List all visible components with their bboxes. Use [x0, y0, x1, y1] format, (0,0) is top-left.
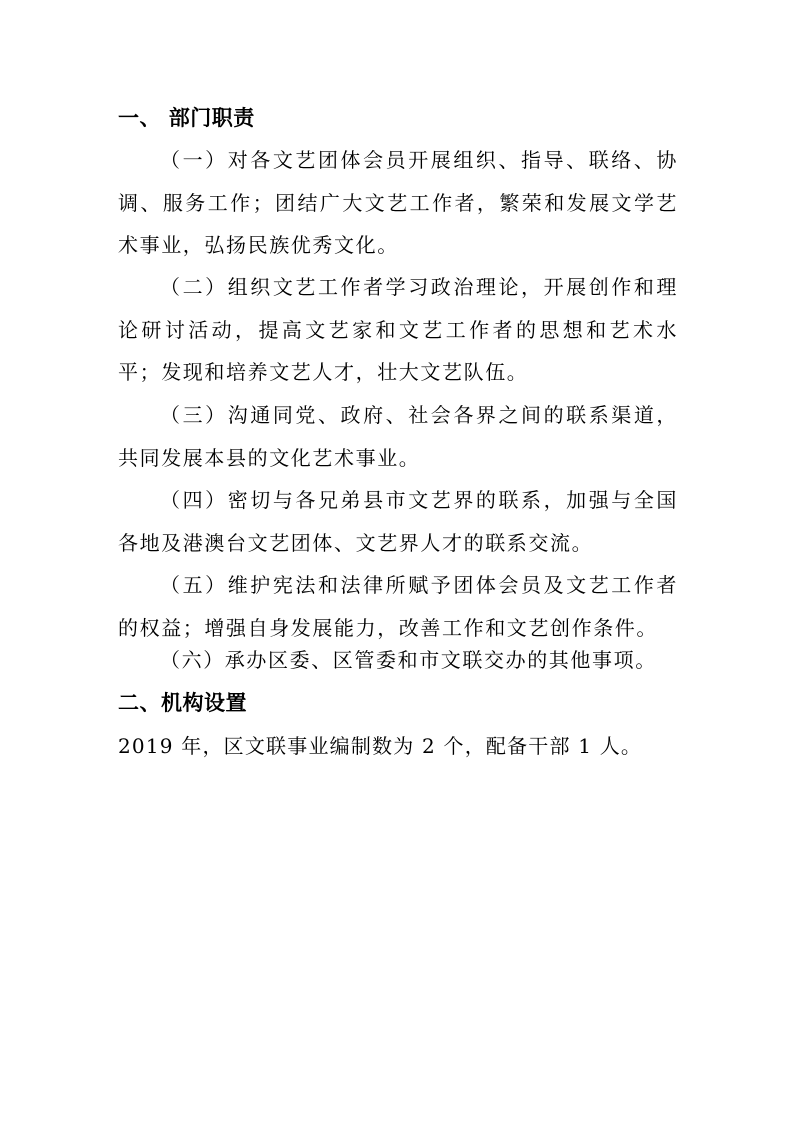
duty-item-3: （三）沟通同党、政府、社会各界之间的联系渠道，共同发展本县的文化艺术事业。: [118, 403, 678, 470]
duty-item-5: （五）维护宪法和法律所赋予团体会员及文艺工作者的权益；增强自身发展能力，改善工作和文艺创作条件。: [118, 573, 678, 640]
duty-item-2: （二）组织文艺工作者学习政治理论，开展创作和理论研讨活动，提高文艺家和文艺工作者的思想和艺术水平；发现和培养文艺人才，壮大文艺队伍。: [118, 275, 678, 384]
duty-item-1: （一）对各文艺团体会员开展组织、指导、联络、协调、服务工作；团结广大文艺工作者，繁荣和发展文学艺术事业，弘扬民族优秀文化。: [118, 148, 678, 257]
section-heading-duties: 一、 部门职责: [118, 106, 255, 130]
organization-body: 2019 年，区文联事业编制数为 2 个，配备干部 1 人。: [118, 734, 643, 758]
duty-item-6: （六）承办区委、区管委和市文联交办的其他事项。: [160, 648, 657, 672]
section-heading-organization: 二、机构设置: [118, 691, 247, 715]
duty-item-4: （四）密切与各兄弟县市文艺界的联系，加强与全国各地及港澳台文艺团体、文艺界人才的联系交流。: [118, 488, 678, 555]
